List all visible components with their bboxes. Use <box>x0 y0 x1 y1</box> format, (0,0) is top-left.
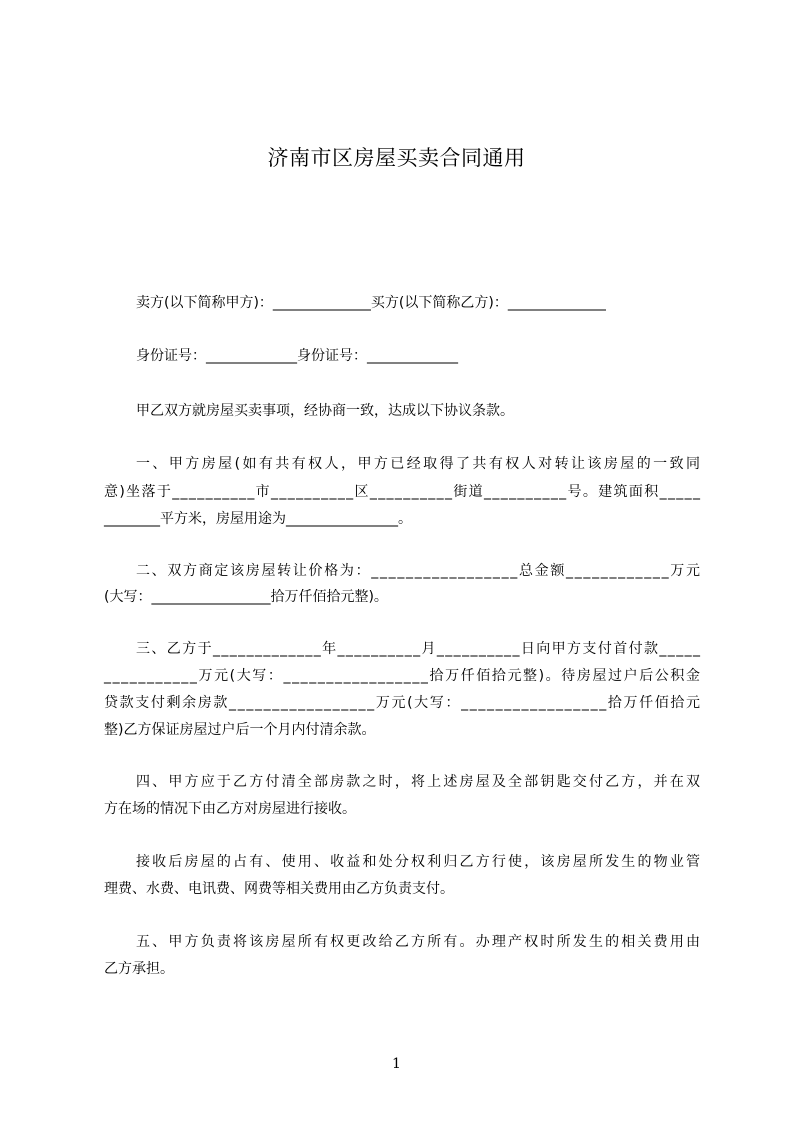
clause-3-text-3: 贷款支付剩余房款_________________万元(大写：_________________拾万仟佰拾元 <box>104 695 702 711</box>
clause-1-line-1 <box>136 453 703 473</box>
page-number: 1 <box>392 1056 401 1072</box>
handover-text-1: 接收后房屋的占有、使用、收益和处分权利归乙方行使，该房屋所发生的物业管 <box>136 854 703 870</box>
intro-paragraph: 甲乙双方就房屋买卖事项，经协商一致，达成以下协议条款。 <box>136 403 514 419</box>
clause-4-line-2: 方在场的情况下由乙方对房屋进行接收。 <box>104 801 356 817</box>
clause-3-line-4: 整)乙方保证房屋过户后一个月内付清余款。 <box>104 722 376 738</box>
clause-1-text-2: 意)坐落于__________市__________区__________街道__________号。建筑面积_____ <box>104 484 702 500</box>
clause-2-line-1 <box>136 560 700 580</box>
clause-4-line-1 <box>136 771 703 791</box>
document-title: 济南市区房屋买卖合同通用 <box>267 146 526 170</box>
clause-3-line-2 <box>104 665 700 685</box>
id-number-line: 身份证号：_____________身份证号：_____________ <box>136 348 458 364</box>
seller-buyer-line: 卖方(以下简称甲方)：______________买方(以下简称乙方)：______________ <box>136 295 606 311</box>
clause-3-line-1 <box>136 638 700 658</box>
clause-4-text-1: 四、甲方应于乙方付清全部房款之时，将上述房屋及全部钥匙交付乙方，并在双 <box>136 774 703 790</box>
clause-5-text-1: 五、甲方负责将该房屋所有权更改给乙方所有。办理产权时所发生的相关费用由 <box>136 934 703 950</box>
clause-3-text-1: 三、乙方于_____________年__________月__________日向甲方支付首付款_____ <box>136 641 702 657</box>
clause-3-line-3 <box>104 692 700 712</box>
clause-5-line-1 <box>136 931 703 951</box>
handover-line-2: 理费、水费、电讯费、网费等相关费用由乙方负责支付。 <box>104 881 454 897</box>
clause-5-line-2: 乙方承担。 <box>104 961 174 977</box>
clause-2-line-2: (大写：_________________拾万仟佰拾元整)。 <box>104 589 388 605</box>
clause-1-line-2 <box>104 481 700 501</box>
clause-1-text-1: 一、甲方房屋(如有共有权人，甲方已经取得了共有权人对转让该房屋的一致同 <box>136 456 703 472</box>
clause-1-line-3: ________平方米，房屋用途为________________。 <box>104 511 412 527</box>
clause-3-text-2: ___________万元(大写：_________________拾万仟佰拾元整)。待房屋过户后公积金 <box>104 668 702 684</box>
handover-line-1 <box>136 851 703 871</box>
clause-2-text-1: 二、双方商定该房屋转让价格为：_________________总金额____________万元 <box>136 563 702 579</box>
